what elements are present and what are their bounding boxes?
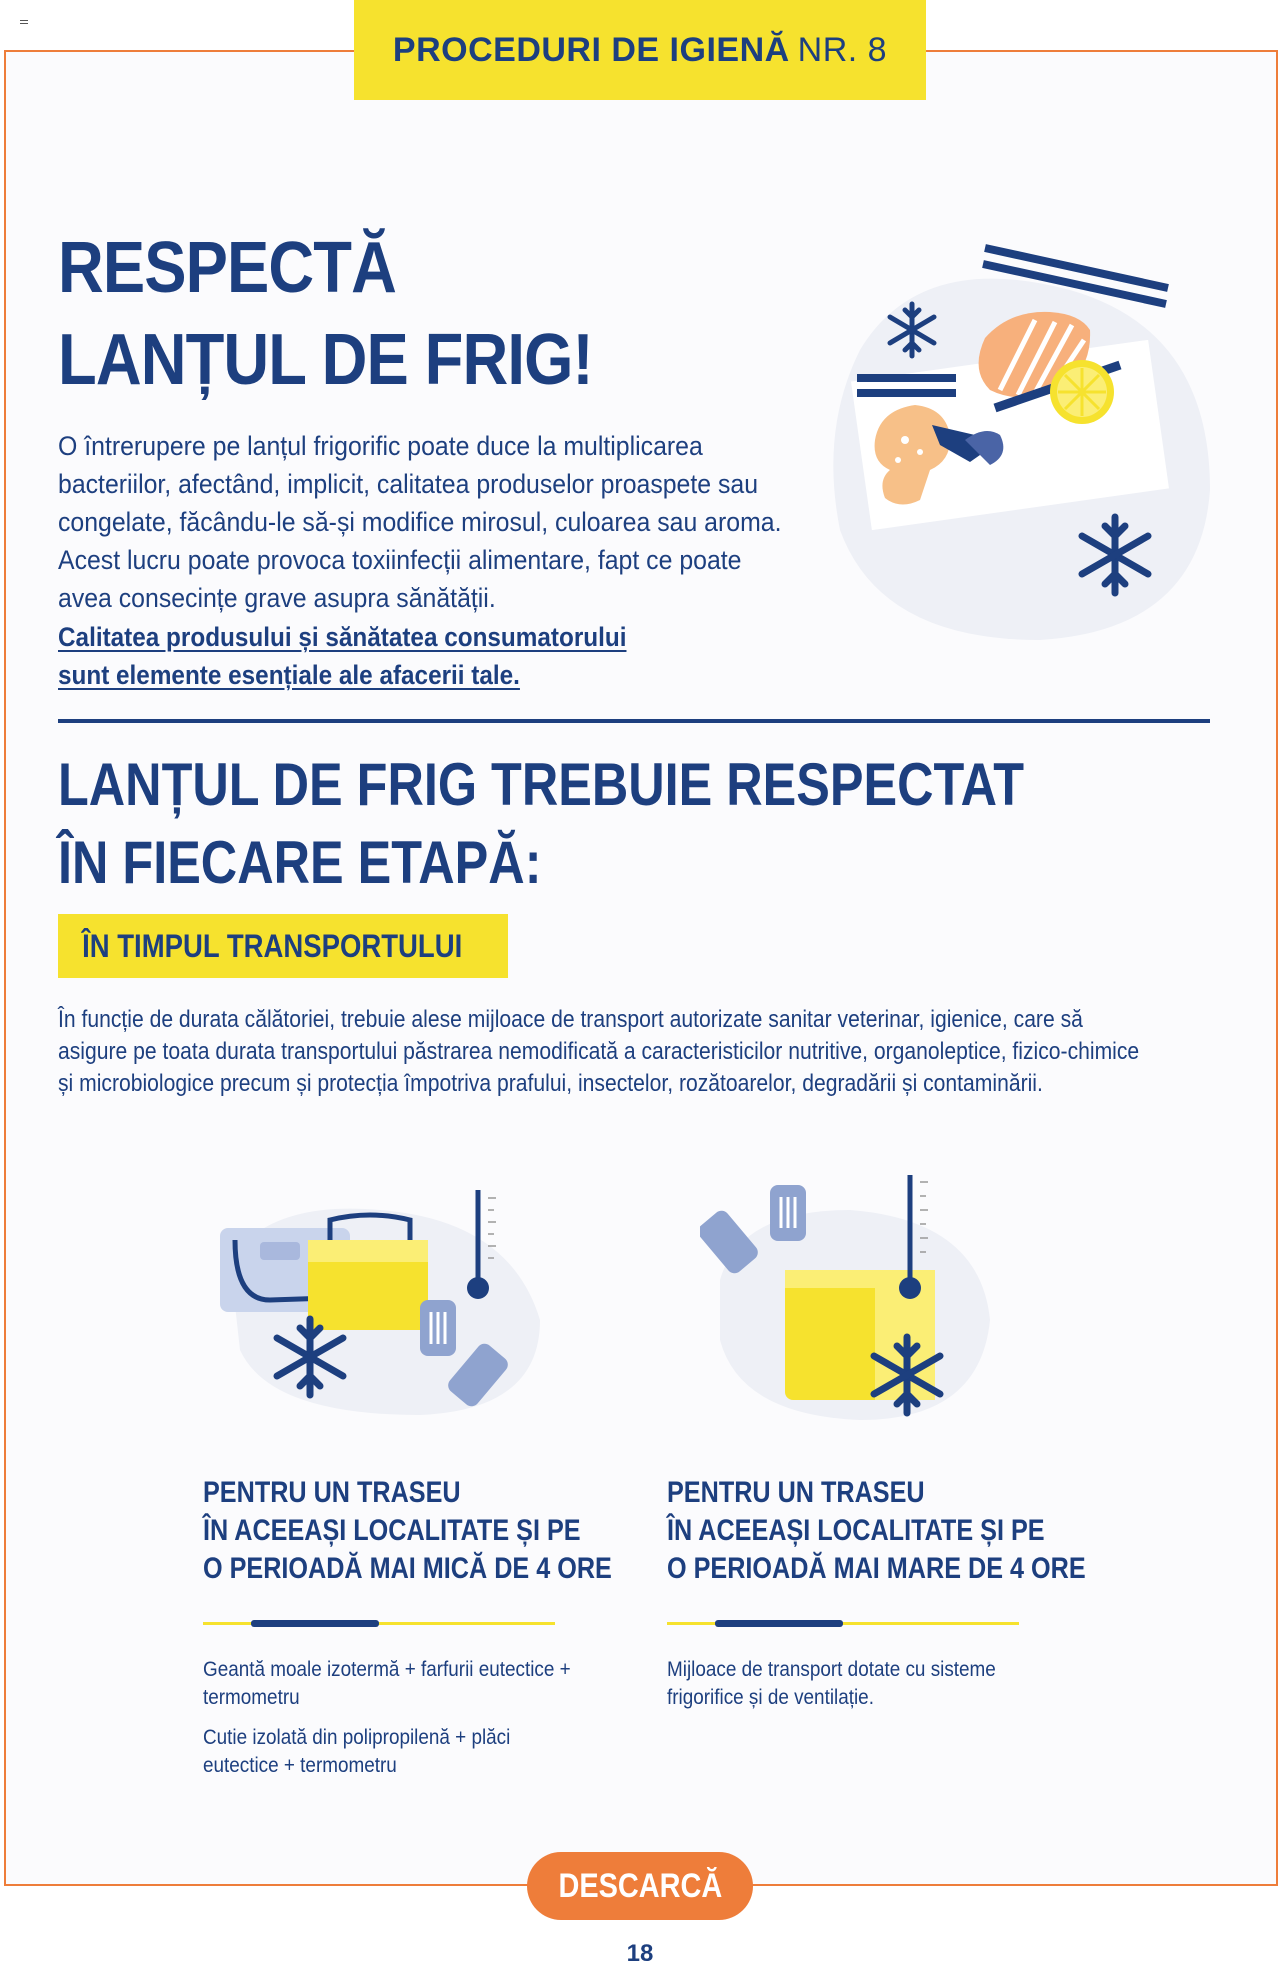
section-title-line1: LANȚUL DE FRIG TREBUIE RESPECTAT	[58, 751, 1025, 818]
transport-description: În funcție de durata călătoriei, trebuie alese mijloace de transport autorizate sanitar veterinar, igienice, care să asigure pe toata durata transportului păstrarea nemodificată a caracteristicilor nutritive, organoleptice, fizico-chimice și microbiologice precum și protecția împotriva prafului, insectelor, rozătoarelor, degradării și contaminării.	[58, 1006, 1140, 1097]
cooler-bag-illustration	[210, 1180, 550, 1420]
page-number: 18	[626, 1940, 654, 1967]
download-button-label: DESCARCĂ	[558, 1866, 722, 1905]
hero-title	[58, 222, 593, 406]
long-route-text	[667, 1656, 1045, 1712]
hero-intro: O întrerupere pe lanțul frigorific poate duce la multiplicarea bacteriilor, afectând, implicit, calitatea produselor proaspete sau congelate, făcându-le să-și modifice mirosul, culoarea sau aroma. Acest lucru poate provoca toxiinfecții alimentare, fapt ce poate avea consecințe grave asupra sănătății.	[58, 431, 782, 613]
long-route-title-line2: ÎN ACEEAȘI LOCALITATE ȘI PE	[667, 1514, 1045, 1547]
menu-icon[interactable]	[20, 20, 28, 26]
short-route-text	[203, 1656, 581, 1780]
hero-title-line2: LANȚUL DE FRIG!	[58, 320, 593, 400]
refrigerated-transport-illustration	[700, 1170, 1000, 1430]
long-route-rule	[667, 1620, 1019, 1626]
long-route-title-line3: O PERIOADĂ MAI MARE DE 4 ORE	[667, 1552, 1086, 1585]
section-title-line2: ÎN FIECARE ETAPĂ:	[58, 829, 542, 896]
header-title: PROCEDURI DE IGIENĂ	[392, 30, 790, 69]
hero-link[interactable]	[58, 618, 688, 694]
short-route-title-line2: ÎN ACEEAȘI LOCALITATE ȘI PE	[203, 1514, 581, 1547]
header-tab	[354, 0, 926, 100]
cold-food-illustration	[820, 230, 1220, 650]
long-route-column	[667, 1474, 1087, 1724]
short-route-rule	[203, 1620, 555, 1626]
transport-label	[58, 914, 508, 978]
long-route-option-1: Mijloace de transport dotate cu sisteme frigorifice și de ventilație.	[667, 1658, 996, 1709]
short-route-option-2: Cutie izolată din polipropilenă + plăci eutectice + termometru	[203, 1726, 511, 1777]
download-button[interactable]	[527, 1852, 753, 1920]
short-route-title	[203, 1474, 623, 1588]
short-route-option-1: Geantă moale izotermă + farfurii eutectice + termometru	[203, 1658, 571, 1709]
long-route-title-line1: PENTRU UN TRASEU	[667, 1476, 925, 1509]
section-title	[58, 746, 1024, 902]
long-route-title	[667, 1474, 1087, 1588]
transport-label-text: ÎN TIMPUL TRANSPORTULUI	[82, 927, 463, 964]
hero-link-line1: Calitatea produsului și sănătatea consumatorului	[58, 622, 627, 652]
section-divider	[58, 719, 1210, 723]
hero-title-line1: RESPECTĂ	[58, 228, 396, 308]
short-route-column	[203, 1474, 623, 1792]
hero-link-line2: sunt elemente esențiale ale afacerii tale.	[58, 660, 520, 690]
short-route-title-line3: O PERIOADĂ MAI MICĂ DE 4 ORE	[203, 1552, 612, 1585]
lemon-icon	[1050, 360, 1114, 424]
short-route-title-line1: PENTRU UN TRASEU	[203, 1476, 461, 1509]
header-number: NR. 8	[797, 30, 888, 69]
